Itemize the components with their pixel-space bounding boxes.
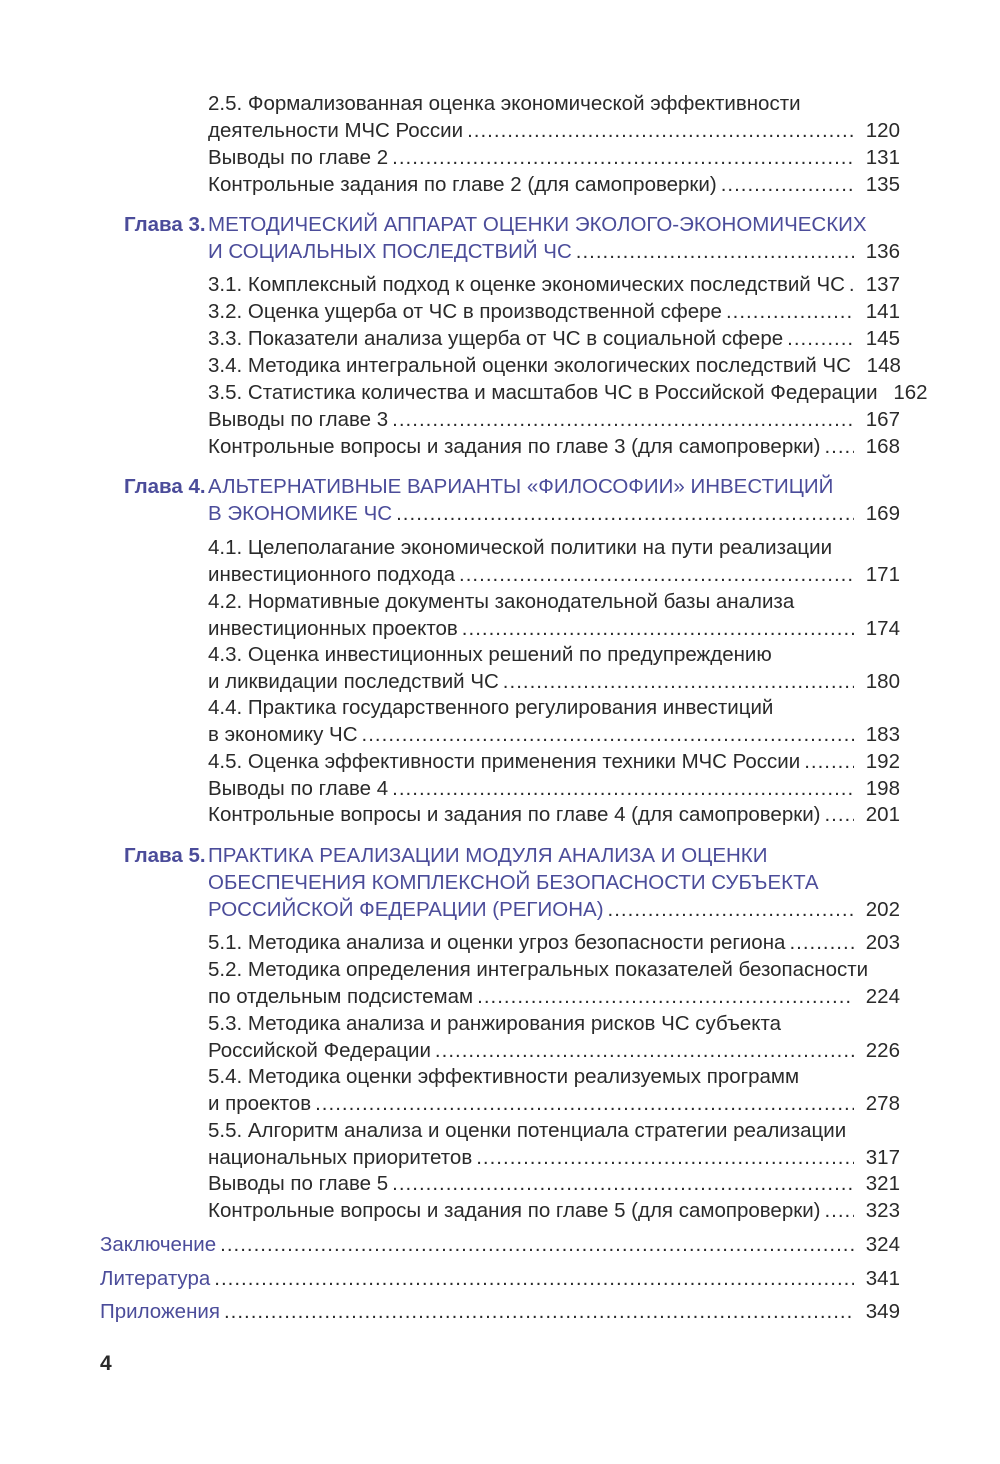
toc-entry-tasks-3[interactable]: [208, 433, 900, 460]
dot-leader: [476, 1144, 854, 1171]
toc-entry-text: 4.5. Оценка эффективности применения техники МЧС России: [208, 750, 801, 773]
toc-entry-4-2-line1[interactable]: [208, 588, 900, 615]
toc-entry-text: Литература: [100, 1267, 211, 1290]
chapter-title-text: ОБЕСПЕЧЕНИЯ КОМПЛЕКСНОЙ БЕЗОПАСНОСТИ СУБЪЕКТА: [208, 871, 819, 894]
toc-entry-text: 5.3. Методика анализа и ранжирования рисков ЧС субъекта: [208, 1012, 782, 1035]
toc-entry-text: 4.1. Целеполагание экономической политики на пути реализации: [208, 536, 833, 559]
chapter-title-text: ПРАКТИКА РЕАЛИЗАЦИИ МОДУЛЯ АНАЛИЗА И ОЦЕНКИ: [208, 844, 768, 867]
chapter-title-4-line1[interactable]: [208, 473, 900, 500]
page-ref: 202: [865, 898, 900, 921]
toc-entry-conclusions-3[interactable]: [208, 406, 900, 433]
dot-leader: [435, 1037, 854, 1064]
toc-entry-text: 4.2. Нормативные документы законодательной базы анализа: [208, 590, 795, 613]
toc-entry-3-4[interactable]: [208, 352, 900, 379]
toc-entry-2-5[interactable]: [208, 117, 900, 144]
toc-entry-text: Контрольные вопросы и задания по главе 5 (для самопроверки): [208, 1199, 821, 1222]
toc-entry-text: 5.2. Методика определения интегральных показателей безопасности: [208, 958, 869, 981]
page-ref: 321: [865, 1172, 900, 1195]
toc-entry-text: 5.1. Методика анализа и оценки угроз безопасности региона: [208, 931, 786, 954]
chapter-title-4[interactable]: [208, 500, 900, 527]
toc-entry-5-5-line1[interactable]: [208, 1117, 900, 1144]
toc-entry-text: Заключение: [100, 1233, 217, 1256]
toc-entry-text: по отдельным подсистемам: [208, 985, 474, 1008]
toc-entry-5-1[interactable]: [208, 929, 900, 956]
chapter-title-text: АЛЬТЕРНАТИВНЫЕ ВАРИАНТЫ «ФИЛОСОФИИ» ИНВЕСТИЦИЙ: [208, 475, 834, 498]
chapter-title-5-line1[interactable]: [208, 842, 900, 869]
toc-entry-conclusions-5[interactable]: [208, 1170, 900, 1197]
toc-entry-text: национальных приоритетов: [208, 1146, 473, 1169]
toc-entry-text: Контрольные вопросы и задания по главе 4 (для самопроверки): [208, 803, 821, 826]
toc-entry-4-1-line1[interactable]: [208, 534, 900, 561]
page-ref: 168: [865, 435, 900, 458]
page-ref: 169: [865, 502, 900, 525]
toc-entry-4-1[interactable]: [208, 561, 900, 588]
dot-leader: [849, 271, 854, 298]
chapter-label-3: Глава 3.: [124, 213, 206, 236]
toc-entry-5-2-line1[interactable]: [208, 956, 900, 983]
toc-entry-text: Контрольные вопросы и задания по главе 3 (для самопроверки): [208, 435, 821, 458]
page-number: 4: [100, 1352, 112, 1375]
page-ref: 162: [893, 381, 928, 404]
dot-leader: [362, 721, 854, 748]
toc-entry-5-3-line1[interactable]: [208, 1010, 900, 1037]
dot-leader: [214, 1265, 854, 1292]
toc-entry-3-5[interactable]: [208, 379, 928, 406]
page-ref: 145: [865, 327, 900, 350]
toc-entry-text: 4.3. Оценка инвестиционных решений по предупреждению: [208, 643, 772, 666]
dot-leader: [787, 325, 854, 352]
toc-entry-4-2[interactable]: [208, 615, 900, 642]
chapter-title-3-line1[interactable]: [208, 211, 900, 238]
dot-leader: [824, 1197, 854, 1224]
page-ref: 167: [865, 408, 900, 431]
dot-leader: [576, 238, 854, 265]
dot-leader: [392, 1170, 854, 1197]
toc-entry-conclusions-2[interactable]: [208, 144, 900, 171]
dot-leader: [396, 500, 854, 527]
chapter-label-4: Глава 4.: [124, 475, 206, 498]
dot-leader: [315, 1090, 854, 1117]
toc-entry-text: 5.4. Методика оценки эффективности реализуемых программ: [208, 1065, 800, 1088]
page-ref: 317: [865, 1146, 900, 1169]
toc-entry-text: Выводы по главе 5: [208, 1172, 389, 1195]
dot-leader: [608, 896, 854, 923]
page-ref: 226: [865, 1039, 900, 1062]
dot-leader: [789, 929, 854, 956]
page-ref: 120: [865, 119, 900, 142]
toc-entry-literature[interactable]: [100, 1265, 900, 1292]
dot-leader: [392, 775, 854, 802]
page-ref: 183: [865, 723, 900, 746]
page-ref: 171: [865, 563, 900, 586]
dot-leader: [224, 1298, 854, 1325]
toc-entry-text: деятельности МЧС России: [208, 119, 464, 142]
toc-entry-3-2[interactable]: [208, 298, 900, 325]
toc-entry-text: Контрольные задания по главе 2 (для самопроверки): [208, 173, 717, 196]
dot-leader: [824, 433, 854, 460]
toc-entry-5-4[interactable]: [208, 1090, 900, 1117]
toc-entry-4-4-line1[interactable]: [208, 694, 900, 721]
page-ref: 349: [865, 1300, 900, 1323]
page-ref: 148: [866, 354, 901, 377]
toc-entry-tasks-5[interactable]: [208, 1197, 900, 1224]
toc-entry-tasks-4[interactable]: [208, 801, 900, 828]
toc-entry-text: в экономику ЧС: [208, 723, 358, 746]
toc-entry-text: Выводы по главе 4: [208, 777, 389, 800]
toc-entry-text: инвестиционных проектов: [208, 617, 458, 640]
dot-leader: [467, 117, 854, 144]
chapter-title-5[interactable]: [208, 896, 900, 923]
toc-entry-5-3[interactable]: [208, 1037, 900, 1064]
toc-entry-text: 2.5. Формализованная оценка экономической эффективности: [208, 92, 801, 115]
page-ref: 323: [865, 1199, 900, 1222]
chapter-title-5-line2[interactable]: [208, 869, 900, 896]
page-ref: 341: [865, 1267, 900, 1290]
page-ref: 203: [865, 931, 900, 954]
chapter-title-text: И СОЦИАЛЬНЫХ ПОСЛЕДСТВИЙ ЧС: [208, 240, 572, 263]
page-ref: 141: [865, 300, 900, 323]
page-ref: 135: [865, 173, 900, 196]
toc-entry-tasks-2[interactable]: [208, 171, 900, 198]
chapter-title-text: МЕТОДИЧЕСКИЙ АППАРАТ ОЦЕНКИ ЭКОЛОГО-ЭКОНОМИЧЕСКИХ: [208, 213, 867, 236]
page-ref: 180: [865, 670, 900, 693]
toc-entry-text: 3.2. Оценка ущерба от ЧС в производственной сфере: [208, 300, 722, 323]
page-ref: 174: [865, 617, 900, 640]
chapter-title-text: В ЭКОНОМИКЕ ЧС: [208, 502, 393, 525]
toc-entry-conclusion[interactable]: [100, 1231, 900, 1258]
dot-leader: [459, 561, 854, 588]
toc-entry-text: 5.5. Алгоритм анализа и оценки потенциала стратегии реализации: [208, 1119, 847, 1142]
toc-entry-text: 3.3. Показатели анализа ущерба от ЧС в социальной сфере: [208, 327, 784, 350]
toc-entry-text: Российской Федерации: [208, 1039, 431, 1062]
toc-entry-text: 3.4. Методика интегральной оценки экологических последствий ЧС: [208, 354, 851, 377]
dot-leader: [824, 801, 854, 828]
toc-entry-text: Приложения: [100, 1300, 220, 1323]
toc-entry-text: 3.1. Комплексный подход к оценке экономических последствий ЧС: [208, 273, 845, 296]
toc-entry-text: Выводы по главе 3: [208, 408, 389, 431]
toc-entry-5-5[interactable]: [208, 1144, 900, 1171]
toc-entry-3-3[interactable]: [208, 325, 900, 352]
page-ref: 136: [865, 240, 900, 263]
dot-leader: [220, 1231, 854, 1258]
page-ref: 278: [865, 1092, 900, 1115]
toc-entry-conclusions-4[interactable]: [208, 775, 900, 802]
toc-entry-4-5[interactable]: [208, 748, 900, 775]
toc-entry-text: и проектов: [208, 1092, 312, 1115]
toc-entry-4-3-line1[interactable]: [208, 641, 900, 668]
chapter-label-5: Глава 5.: [124, 844, 206, 867]
chapter-title-text: РОССИЙСКОЙ ФЕДЕРАЦИИ (РЕГИОНА): [208, 898, 604, 921]
toc-entry-5-2[interactable]: [208, 983, 900, 1010]
chapter-title-3[interactable]: [208, 238, 900, 265]
page-ref: 201: [865, 803, 900, 826]
dot-leader: [721, 171, 854, 198]
page-ref: 224: [865, 985, 900, 1008]
page-ref: 131: [865, 146, 900, 169]
toc-entry-text: 3.5. Статистика количества и масштабов ЧС в Российской Федерации: [208, 381, 878, 404]
toc-entry-text: и ликвидации последствий ЧС: [208, 670, 499, 693]
toc-entry-5-4-line1[interactable]: [208, 1063, 900, 1090]
dot-leader: [503, 668, 854, 695]
toc-entry-text: 4.4. Практика государственного регулирования инвестиций: [208, 696, 774, 719]
toc-entry-text: Выводы по главе 2: [208, 146, 389, 169]
page-ref: 198: [865, 777, 900, 800]
page-ref: 192: [865, 750, 900, 773]
page-ref: 324: [865, 1233, 900, 1256]
dot-leader: [804, 748, 854, 775]
dot-leader: [462, 615, 854, 642]
toc-entry-4-4[interactable]: [208, 721, 900, 748]
toc-entry-4-3[interactable]: [208, 668, 900, 695]
toc-entry-text: инвестиционного подхода: [208, 563, 456, 586]
toc-entry-appendices[interactable]: [100, 1298, 900, 1325]
toc-entry-3-1[interactable]: [208, 271, 900, 298]
dot-leader: [392, 144, 854, 171]
dot-leader: [392, 406, 854, 433]
dot-leader: [477, 983, 854, 1010]
toc-entry-2-5-line1[interactable]: [208, 90, 900, 117]
page-ref: 137: [865, 273, 900, 296]
dot-leader: [726, 298, 854, 325]
